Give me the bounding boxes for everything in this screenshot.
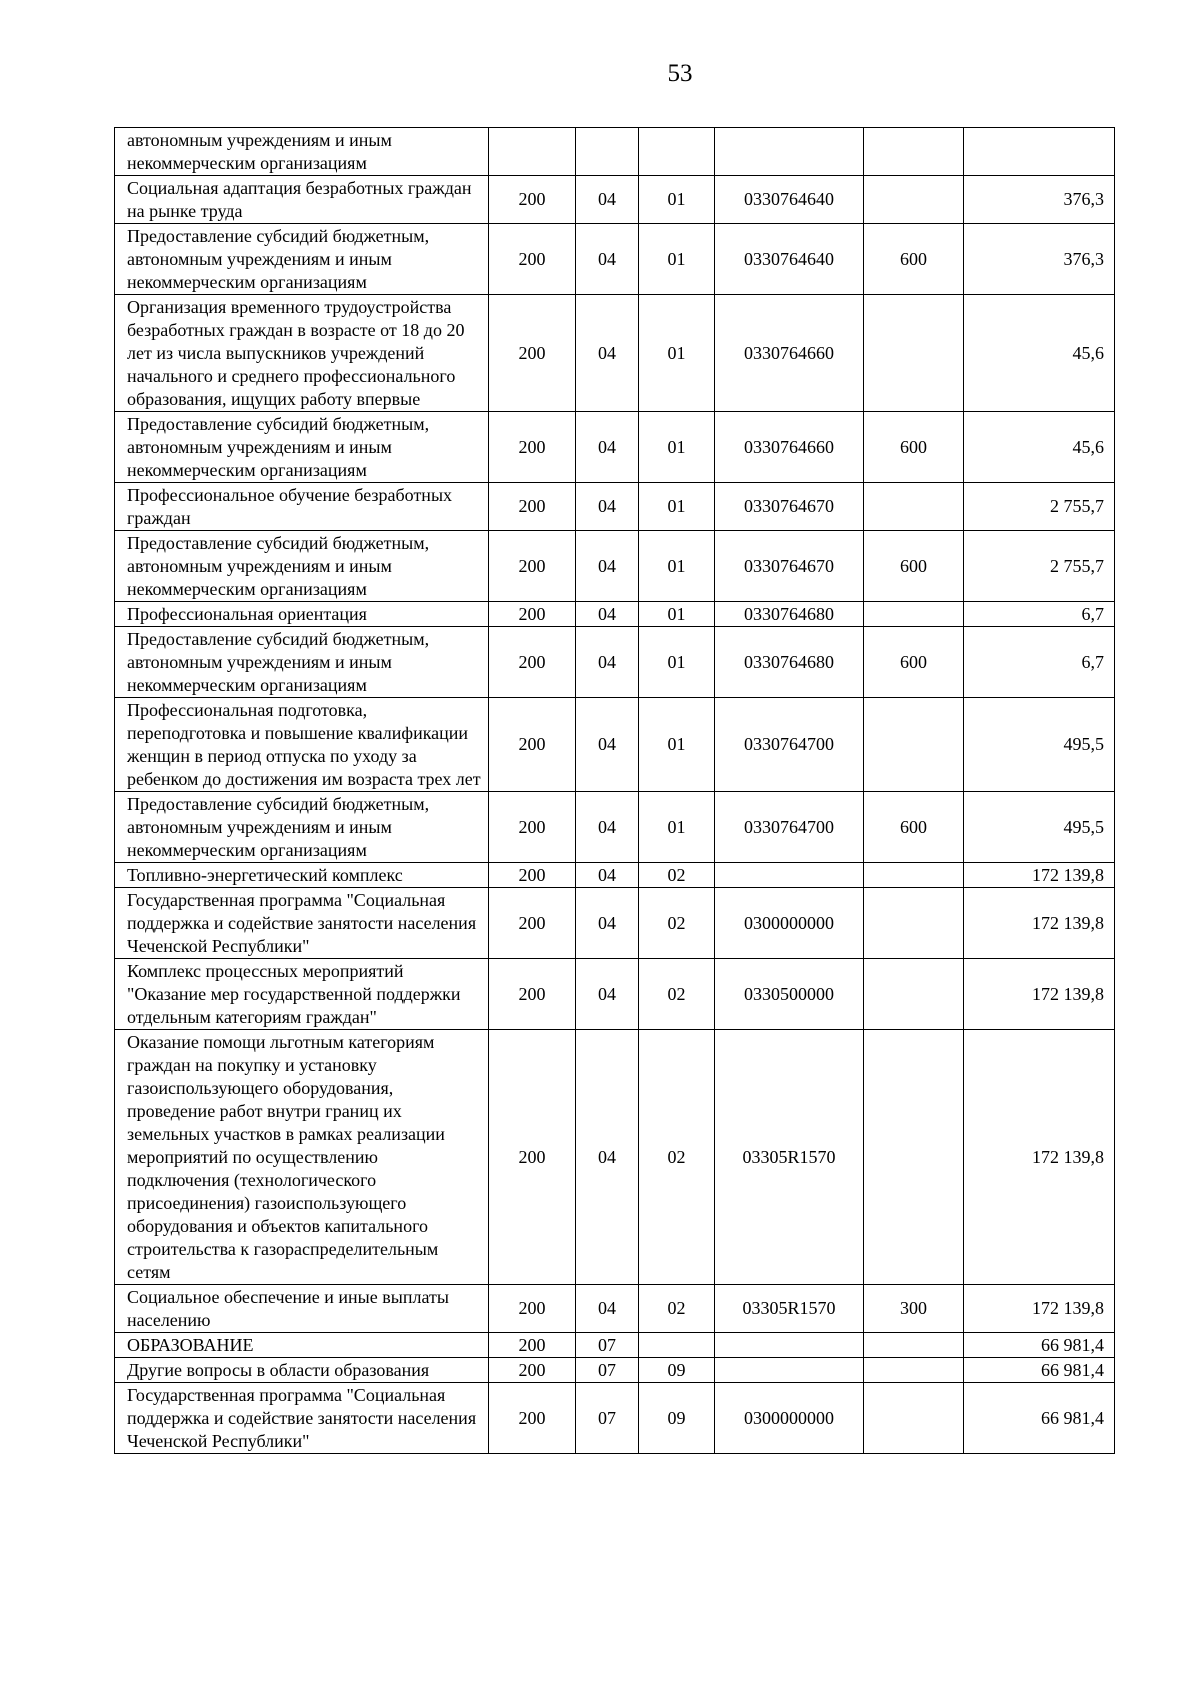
row-vr-cell [864, 863, 964, 888]
row-pr-cell: 01 [639, 483, 715, 531]
row-pr-cell: 02 [639, 1030, 715, 1285]
row-rz-cell: 07 [576, 1333, 639, 1358]
table-row [115, 627, 1115, 698]
row-sum-cell: 495,5 [964, 792, 1115, 863]
row-csr-cell [715, 1333, 864, 1358]
row-name-cell: Государственная программа "Социальная поддержка и содействие занятости населения Чеченской Республики" [115, 1383, 489, 1454]
row-pr-cell: 01 [639, 602, 715, 627]
row-name-cell: Предоставление субсидий бюджетным, автономным учреждениям и иным некоммерческим организациям [115, 792, 489, 863]
row-ved-cell: 200 [489, 1333, 576, 1358]
row-rz-cell: 04 [576, 959, 639, 1030]
table-row [115, 176, 1115, 224]
row-sum-cell: 172 139,8 [964, 959, 1115, 1030]
row-csr-cell: 0330764680 [715, 627, 864, 698]
row-vr-cell: 600 [864, 224, 964, 295]
row-name-cell: Комплекс процессных мероприятий "Оказание мер государственной поддержки отдельным категориям граждан" [115, 959, 489, 1030]
row-rz-cell: 04 [576, 888, 639, 959]
row-name-cell: Предоставление субсидий бюджетным, автономным учреждениям и иным некоммерческим организациям [115, 627, 489, 698]
row-name-cell: Другие вопросы в области образования [115, 1358, 489, 1383]
row-vr-cell [864, 176, 964, 224]
row-vr-cell [864, 128, 964, 176]
row-sum-cell: 2 755,7 [964, 531, 1115, 602]
row-ved-cell: 200 [489, 412, 576, 483]
row-csr-cell [715, 1358, 864, 1383]
row-ved-cell [489, 128, 576, 176]
row-ved-cell: 200 [489, 224, 576, 295]
row-rz-cell [576, 128, 639, 176]
row-rz-cell: 04 [576, 698, 639, 792]
table-row [115, 412, 1115, 483]
row-pr-cell: 01 [639, 531, 715, 602]
row-ved-cell: 200 [489, 1030, 576, 1285]
table-row [115, 531, 1115, 602]
row-name-cell: ОБРАЗОВАНИЕ [115, 1333, 489, 1358]
row-pr-cell: 09 [639, 1383, 715, 1454]
row-vr-cell [864, 295, 964, 412]
row-sum-cell: 376,3 [964, 176, 1115, 224]
row-pr-cell: 01 [639, 412, 715, 483]
row-pr-cell: 01 [639, 295, 715, 412]
row-name-cell: Оказание помощи льготным категориям граждан на покупку и установку газоиспользующего оборудования, проведение работ внутри границ их земельных участков в рамках реализации мероприятий по осуществлению подключения (технологического присоединения) газоиспользующего оборудования и объектов капитального строительства к газораспределительным сетям [115, 1030, 489, 1285]
row-rz-cell: 07 [576, 1383, 639, 1454]
row-vr-cell: 600 [864, 627, 964, 698]
table-row [115, 698, 1115, 792]
table-row [115, 1358, 1115, 1383]
row-csr-cell: 0330764660 [715, 295, 864, 412]
row-pr-cell: 01 [639, 224, 715, 295]
row-name-cell: Социальное обеспечение и иные выплаты населению [115, 1285, 489, 1333]
table-row [115, 959, 1115, 1030]
row-pr-cell: 01 [639, 792, 715, 863]
row-sum-cell: 66 981,4 [964, 1383, 1115, 1454]
row-name-cell: Государственная программа "Социальная поддержка и содействие занятости населения Чеченской Республики" [115, 888, 489, 959]
row-vr-cell [864, 1383, 964, 1454]
row-sum-cell: 6,7 [964, 627, 1115, 698]
row-ved-cell: 200 [489, 698, 576, 792]
row-sum-cell: 376,3 [964, 224, 1115, 295]
row-ved-cell: 200 [489, 602, 576, 627]
row-sum-cell: 495,5 [964, 698, 1115, 792]
table-body [115, 128, 1115, 1454]
row-csr-cell: 0330764670 [715, 483, 864, 531]
table-row [115, 792, 1115, 863]
row-pr-cell: 01 [639, 698, 715, 792]
row-ved-cell: 200 [489, 176, 576, 224]
row-vr-cell: 300 [864, 1285, 964, 1333]
row-csr-cell: 0330764700 [715, 792, 864, 863]
row-rz-cell: 04 [576, 224, 639, 295]
row-vr-cell [864, 602, 964, 627]
row-vr-cell [864, 888, 964, 959]
row-pr-cell [639, 1333, 715, 1358]
row-vr-cell [864, 698, 964, 792]
table-row [115, 128, 1115, 176]
row-name-cell: Топливно-энергетический комплекс [115, 863, 489, 888]
row-csr-cell: 03305R1570 [715, 1285, 864, 1333]
row-csr-cell: 0330764660 [715, 412, 864, 483]
row-ved-cell: 200 [489, 1358, 576, 1383]
row-rz-cell: 04 [576, 295, 639, 412]
row-name-cell: Предоставление субсидий бюджетным, автономным учреждениям и иным некоммерческим организациям [115, 531, 489, 602]
row-ved-cell: 200 [489, 627, 576, 698]
row-name-cell: Профессиональная подготовка, переподготовка и повышение квалификации женщин в период отпуска по уходу за ребенком до достижения им возраста трех лет [115, 698, 489, 792]
row-csr-cell: 0300000000 [715, 888, 864, 959]
row-ved-cell: 200 [489, 863, 576, 888]
row-rz-cell: 04 [576, 602, 639, 627]
row-name-cell: Профессиональное обучение безработных граждан [115, 483, 489, 531]
row-vr-cell: 600 [864, 792, 964, 863]
table-row [115, 224, 1115, 295]
table-row [115, 295, 1115, 412]
row-csr-cell [715, 863, 864, 888]
row-csr-cell [715, 128, 864, 176]
table-row [115, 1030, 1115, 1285]
row-sum-cell: 2 755,7 [964, 483, 1115, 531]
row-name-cell: Социальная адаптация безработных граждан на рынке труда [115, 176, 489, 224]
row-sum-cell: 172 139,8 [964, 1030, 1115, 1285]
row-name-cell: Предоставление субсидий бюджетным, автономным учреждениям и иным некоммерческим организациям [115, 412, 489, 483]
row-csr-cell: 03305R1570 [715, 1030, 864, 1285]
row-pr-cell [639, 128, 715, 176]
row-rz-cell: 04 [576, 531, 639, 602]
row-name-cell: Организация временного трудоустройства безработных граждан в возрасте от 18 до 20 лет из числа выпускников учреждений начального и среднего профессионального образования, ищущих работу впервые [115, 295, 489, 412]
row-sum-cell: 66 981,4 [964, 1333, 1115, 1358]
row-ved-cell: 200 [489, 483, 576, 531]
row-ved-cell: 200 [489, 295, 576, 412]
table-row [115, 1333, 1115, 1358]
row-vr-cell [864, 1333, 964, 1358]
row-rz-cell: 04 [576, 863, 639, 888]
row-name-cell: автономным учреждениям и иным некоммерческим организациям [115, 128, 489, 176]
row-sum-cell: 172 139,8 [964, 888, 1115, 959]
table-row [115, 1383, 1115, 1454]
row-ved-cell: 200 [489, 1383, 576, 1454]
row-csr-cell: 0330764680 [715, 602, 864, 627]
row-pr-cell: 01 [639, 627, 715, 698]
row-sum-cell: 6,7 [964, 602, 1115, 627]
row-pr-cell: 02 [639, 863, 715, 888]
row-vr-cell [864, 483, 964, 531]
row-csr-cell: 0330764640 [715, 176, 864, 224]
row-rz-cell: 04 [576, 792, 639, 863]
row-pr-cell: 09 [639, 1358, 715, 1383]
row-vr-cell [864, 1358, 964, 1383]
row-pr-cell: 02 [639, 1285, 715, 1333]
row-ved-cell: 200 [489, 792, 576, 863]
row-vr-cell: 600 [864, 412, 964, 483]
row-csr-cell: 0300000000 [715, 1383, 864, 1454]
row-rz-cell: 04 [576, 412, 639, 483]
row-rz-cell: 07 [576, 1358, 639, 1383]
row-pr-cell: 02 [639, 959, 715, 1030]
row-rz-cell: 04 [576, 627, 639, 698]
row-ved-cell: 200 [489, 1285, 576, 1333]
row-rz-cell: 04 [576, 483, 639, 531]
page-number: 53 [667, 60, 693, 87]
row-ved-cell: 200 [489, 888, 576, 959]
table-row [115, 483, 1115, 531]
row-ved-cell: 200 [489, 531, 576, 602]
table-row [115, 863, 1115, 888]
row-csr-cell: 0330500000 [715, 959, 864, 1030]
row-rz-cell: 04 [576, 1030, 639, 1285]
row-pr-cell: 01 [639, 176, 715, 224]
row-rz-cell: 04 [576, 1285, 639, 1333]
row-vr-cell [864, 959, 964, 1030]
row-csr-cell: 0330764700 [715, 698, 864, 792]
row-name-cell: Профессиональная ориентация [115, 602, 489, 627]
row-vr-cell: 600 [864, 531, 964, 602]
row-sum-cell: 45,6 [964, 295, 1115, 412]
row-sum-cell: 45,6 [964, 412, 1115, 483]
row-pr-cell: 02 [639, 888, 715, 959]
budget-table [114, 127, 1115, 1454]
row-ved-cell: 200 [489, 959, 576, 1030]
row-csr-cell: 0330764670 [715, 531, 864, 602]
row-sum-cell: 172 139,8 [964, 863, 1115, 888]
table-row [115, 602, 1115, 627]
row-sum-cell [964, 128, 1115, 176]
row-rz-cell: 04 [576, 176, 639, 224]
row-csr-cell: 0330764640 [715, 224, 864, 295]
table-row [115, 1285, 1115, 1333]
row-sum-cell: 66 981,4 [964, 1358, 1115, 1383]
row-vr-cell [864, 1030, 964, 1285]
row-name-cell: Предоставление субсидий бюджетным, автономным учреждениям и иным некоммерческим организациям [115, 224, 489, 295]
table-row [115, 888, 1115, 959]
row-sum-cell: 172 139,8 [964, 1285, 1115, 1333]
